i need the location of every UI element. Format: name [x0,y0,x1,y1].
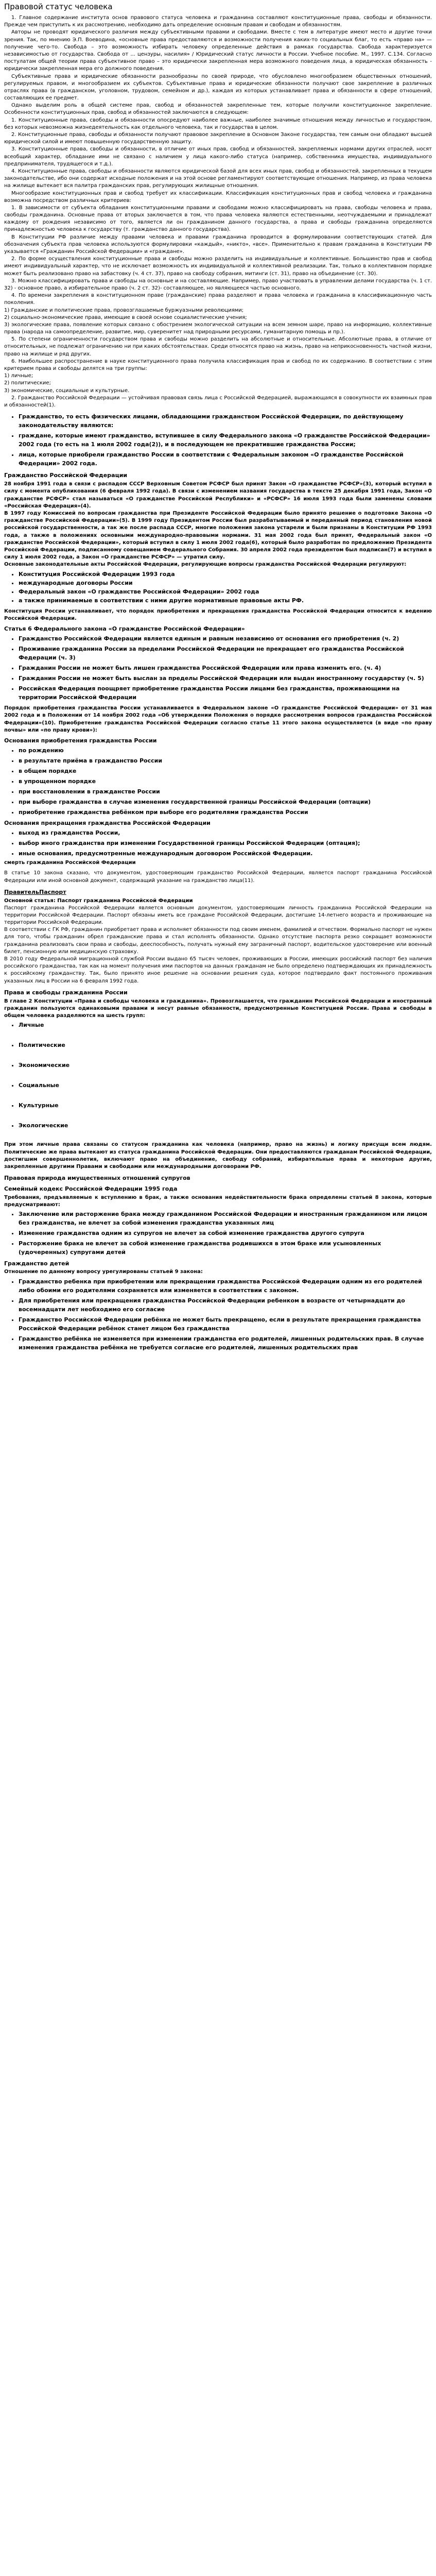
acquisition-subtitle: Основания приобретения гражданства России [4,737,157,744]
list-item: • приобретение гражданства ребёнком при выборе его родителями гражданства России [19,808,432,817]
intro-section [4,14,432,409]
intro-paragraph: Авторы не проводят юридического различия между субъективными правами и свободами. Вместе с тем в литературе имеют место и другие точки зрения. Так, по мнению Э.П. Воеводина, «основные права предоставляются и возможности получения каких-то социальных благ, то есть «право на» — получение чего-то. Свобода – это возможность избирать человеку определенные действия в рамках государства. Свобода характеризуется независимостью от государства. Свобода от ... цензуры, насилия» / Юридический статус личности в России. Учебное пособие. М., 1997. С.134. Согласно постулатам общей теории права субъективное право – это юридически закрепленная мера возможного поведения лица, а юридическая обязанность - юридически закрепленная мера его должного поведения. [4,29,432,72]
acquisition-intro: Порядок приобретения гражданства России устанавливается в Федеральном законе «О гражданстве Российской Федерации» от 31 мая 2002 года и в Положении от 14 ноября 2002 года «Об утверждении Положения о порядке рассмотрения вопросов гражданства Российской Федерации»(10). Приобретение гражданства Российской Федерации согласно статье 11 этого закона осуществляется (в виде «по праву почвы» или «по праву крови»): [4,705,432,733]
list-item: • Социальные [19,1081,432,1090]
rights-footer: При этом личные права связаны со статусом гражданина как человека (например, право на жизнь) и логику присущи всем людям. Политические же права вытекают из статуса гражданина Российской Федерации. Они предоставляются гражданам Российской Федерации, достигшим совершеннолетия, включают право на объединение, свободу собраний, избирательные права и некоторые другие, закрепленные другими Правами и свободами или международными договорами РФ. [4,1142,432,1170]
list-item: • международные договоры России [19,579,432,587]
intro-paragraph: Субъективные права и юридические обязанности разнообразны по своей природе, что обусловлено многообразием общественных отношений, регулируемых правом, и многообразием их субъектов. Субъективные права и юридические обязанности получают свое закрепление в различных отраслях права (в гражданском, уголовном, трудовом, семейном и др.), каждая из которых устанавливает права и обязанности в сфере отношений, составляющих ее предмет. [4,73,432,101]
termination-tail: смерть гражданина Российской Федерации [4,860,136,866]
page-title: Правовой статус человека [4,2,113,11]
children-subtitle: Гражданство детей [4,1260,69,1267]
intro-paragraph: 4. По времени закрепления в конституционном праве (гражданские) права разделяют и права человека и гражданина в классификационную часть поколения. [4,293,432,306]
intro-paragraph: 2. По форме осуществления конституционные права и свободы можно разделить на индивидуальные и коллективные. Большинство прав и свобод имеют индивидуальный характер, что не исключает возможность их индивидуальной и коллективной реализации. Так, только в коллективном порядке может быть реализовано право на забастовку (ч. 4 ст. 37), право на свободу собрания, митинги (ст. 31), право на объединение (ст. 30). [4,256,432,277]
children-paragraph: Отношение по данному вопросу урегулированы статьей 9 закона: [4,1269,203,1275]
list-item: • выход из гражданства России, [19,828,432,837]
list-item: • а также принимаемые в соответствии с ними другие нормативные правовые акты РФ. [19,596,432,605]
list-item: • Гражданство ребёнка не изменяется при изменении гражданства его родителей, лишенных родительских прав. В случае изменения гражданства ребёнка не требуется согласие его родителей, лишенных родительских прав [19,1334,432,1352]
rights-heading: Права и свободы гражданина России [4,989,128,996]
family-paragraph: Требования, предъявляемые к вступлению в брак, а также основания недействительности брака определены статьей 8 закона, которые предусматривают: [4,1194,432,1208]
list-item: • Гражданство ребенка при приобретении или прекращении гражданства Российской Федерации одним из его родителей либо обоими его родителями сохраняется или изменяется в соответствии с законом. [19,1277,432,1295]
intro-paragraph: 2. Конституционные права, свободы и обязанности получают правовое закрепление в Основном Законе государства, тем самым они обладают высшей юридической силой и имеют повышенную государственную защиту. [4,132,432,145]
documents-paragraph: В соответствии с ГК РФ, гражданин приобретает права и исполняет обязанности под своим именем, фамилией и отчеством. Формально паспорт не нужен для того, чтобы гражданин обрел гражданские права и стал исполнять обязанности. Однако отсутствие паспорта резко сокращает возможности гражданина реализовать свои права и свободы, дееспособность, получать нужный ему заграничный паспорт, водительское удостоверение или военный билет, пенсионную или медицинскую страховку. [4,927,432,955]
list-item: • Политические [19,1041,432,1049]
list-item: • Гражданство Российской Федерации является единым и равным независимо от основания его приобретения (ч. 2) [19,634,432,643]
intro-paragraph: 3) экологические права, появление которых связано с обострением экологической ситуации на всем земном шаре, право на информацию, коллективные права (народа на самоопределение, развитие, мир, суверенитет над природными ресурсами, гуманитарную помощь и пр.). [4,321,432,335]
list-item: • Федеральный закон «О гражданстве Российской Федерации» 2002 года [19,587,432,596]
list-item: • граждане, которые имеют гражданство, вступившее в силу Федерального закона «О гражданстве Российской Федерации» 2002 года (то есть на 1 июля 2002 года(2)), и в последующем не прекратившие гражданства России; [19,431,432,449]
list-item: • Личные [19,1021,432,1029]
intro-paragraph: 1. Конституционные права, свободы и обязанности опосредуют наиболее важные, наиболее значимые отношения между личностью и государством, без которых невозможна жизнедеятельность как отдельного человека, так и государства в целом. [4,117,432,130]
intro-paragraph: 6. Наибольшее распространение в науке конституционного права получила классификация прав и свобод по их содержанию. В соответствии с этим критерием права и свободы делятся на три группы: [4,358,432,371]
documents-heading: ПравительПаспорт [4,888,66,895]
intro-paragraph: Однако выделим роль в общей системе прав, свобод и обязанностей закрепленные тем, которые получили конституционное закрепление. Особенности конституционных прав, свобод и обязанностей заключаются в следующем: [4,103,432,116]
family-heading: Правовая природа имущественных отношений супругов [4,1175,190,1182]
history-paragraph: В 1997 году Комиссией по вопросам гражданства при Президенте Российской Федерации было принято решение о подготовке Закона «О гражданстве Российской Федерации»(5). В 1999 году Президентом России был разрабатываемый и переданный период становления новой российской государственности, а так же после распада СССР, многие положения закона устарели и были признаны в Конституции РФ 1993 года, а также в положениях основными международно-правовыми нормами. 31 мая 2002 года был принят, Федеральный закон «О гражданстве Российской Федерации», который вступил в силу 1 июля 2002 года(6), который было разработан по предложению Президента Российской Федерации, подписанному совещанием Федерального Собрания. 30 апреля 2002 года президентом был подписан(7) и вступил в силу 1 июля 2002 года, а Закон «О гражданстве РСФСР» — утратил силу. [4,511,432,561]
list-item: • при восстановлении в гражданстве России [19,787,432,796]
acquisition-section [4,705,432,867]
history-paragraph: Основные законодательные акты Российской Федерации, регулирующие вопросы гражданства Российской Федерации регулируют: [4,562,407,568]
intro-paragraph: В Конституции РФ различие между правами человека и правами гражданина проводится в формулировании соответствующих статей. Для обозначения субъекта прав человека используются формулировки «каждый», «никто», «все». Применительно к правам гражданина в Конституции РФ указывается «Гражданин Российской Федерации» и «граждане». [4,234,432,255]
documents-paragraph: В статье 10 закона сказано, что документом, удостоверяющим гражданство Российской Федерации, является паспорт гражданина Российской Федерации или иной основной документ, содержащий указание на гражданство лица(11). [4,870,432,884]
intro-paragraph: 3) экономические, социальные и культурные. [4,387,130,394]
list-item: • по рождению [19,746,432,755]
intro-paragraph: 2) политические; [4,380,51,386]
list-item: • Расторжение брака не влечет за собой изменение гражданства родившихся в этом браке или усыновленных (удочеренных) супругами детей [19,1239,432,1257]
list-item: • Конституция Российской Федерации 1993 года [19,570,432,579]
history-section [4,472,432,604]
rights-paragraph: В главе 2 Конституции «Права и свободы человека и гражданина». Провозглашается, что гражданин Российской Федерации и иностранный гражданин пользуются одинаковыми правами и несут равные обязанности, предусмотренные Конституцией России. Права и свободы в общем человека разделяются на шесть групп: [4,998,432,1019]
principles-subtitle: Статья 6 Федерального закона «О гражданстве Российской Федерации» [4,625,245,633]
list-item: • при выборе гражданства в случае изменения государственной границы Российской Федерации (оптации) [19,798,432,806]
principles-section [4,608,432,702]
list-item: • в общем порядке [19,767,432,775]
list-item: • Заключение или расторжение брака между гражданином Российской Федерации и иностранным гражданином или лицом без гражданства, не влечет за собой изменения гражданства указанных лиц [19,1210,432,1227]
list-item: • лица, которые приобрели гражданство России в соответствии с Федеральным законом «О гражданстве Российской Федерации» 2002 года. [19,450,432,468]
list-item: • Для приобретения или прекращения гражданства Российской Федерации ребенком в возрасте от четырнадцати до восемнадцати лет необходимо его согласие [19,1296,432,1314]
section-heading: Гражданство Российской Федерации [4,472,128,479]
termination-subtitle: Основания прекращения гражданства Российской Федерации [4,820,211,827]
list-item: • иные основания, предусмотренные международным договором Российской Федерации. [19,849,432,858]
rights-section [4,989,432,1171]
documents-paragraph: Паспорт гражданина Российской Федерации является основным документом, удостоверяющим личность гражданина Российской Федерации на территории Российской Федерации. Паспорт обязаны иметь все граждане Российской Федерации, достигшие 14-летнего возраста и проживающие на территории Российской Федерации. [4,905,432,926]
intro-paragraph: 2) социально-экономические права, имеющие в своей основе социалистические учения; [4,314,247,320]
intro-paragraph: 5. По степени ограниченности государством права и свободы можно разделить на абсолютные и относительные. Абсолютные права, в отличие от относительных, не подлежат ограничению ни при каких обстоятельствах. Среди относятся право на жизнь, право на неприкосновенность частной жизни, право на жилище и ряд других. [4,336,432,357]
intro-paragraph: 3. Можно классифицировать права и свободы на основные и на составляющие. Например, право участвовать в управлении делами государства (ч. 1 ст. 32) - основное право, а избирательное право (ч. 2 ст. 32)- составляющее, но являющееся частью основного. [4,278,432,291]
list-item: • выбор иного гражданства при изменении Государственной границы Российской Федерации (оптация); [19,839,432,848]
list-item: • в упрощенном порядке [19,777,432,786]
list-item: • Культурные [19,1101,432,1110]
list-item: • Гражданство, то есть физических лицами, обладающими гражданством Российской Федерации, по действующему законодательству являются: [19,412,432,430]
list-item: • Экологические [19,1121,432,1130]
list-item: • Проживание гражданина России за пределами Российской Федерации не прекращает его гражданства Российской Федерации (ч. 3) [19,645,432,662]
principles-intro: Конституция России устанавливает, что порядок приобретения и прекращения гражданства Российской Федерации относится к ведению Российской Федерации. [4,608,432,621]
list-item: • Гражданин России не может быть лишен гражданства Российской Федерации или права изменить его. (ч. 4) [19,664,432,672]
list-item: • в результате приёма в гражданство России [19,756,432,765]
documents-subheading: Основной статья: Паспорт гражданина Российской Федерации [4,897,193,904]
list-item: • Гражданин России не может быть выслан за пределы Российской Федерации или выдан иностранному государству (ч. 5) [19,674,432,683]
intro-paragraph: 1) Гражданские и политические права, провозглашаемые буржуазными революциями; [4,307,244,313]
history-paragraph: 28 ноября 1991 года в связи с распадом СССР Верховным Советом РСФСР был принят Закон «О гражданстве РСФСР»(3), который вступил в силу с момента опубликования (6 февраля 1992 года). В связи с изменением названия государства в тексте 25 декабря 1991 года, Закон «О гражданстве РСФСР» стал называться «О гражданстве Российской Республики» и «РСФСР» 16 июля 1993 года были заменены словами «Российская Федерация»(4). [4,481,432,509]
list-item: • Экономические [19,1061,432,1070]
family-subtitle: Семейный кодекс Российской Федерации 1995 года [4,1185,178,1193]
intro-paragraph: 2. Гражданство Российской Федерации — устойчивая правовая связь лица с Российской Федерацией, выражающаяся в совокупности их взаимных прав и обязанностей(1). [4,395,432,408]
intro-paragraph: Многообразие конституционных прав и свобод требует их классификации. Классификация конституционных прав и свобод человека и гражданина возможна посредством различных критериев: [4,190,432,204]
list-item: • Российская Федерация поощряет приобретение гражданства России лицами без гражданства, проживающими на территории Российской Федерации [19,684,432,702]
intro-paragraph: 1) личные; [4,373,33,379]
family-section [4,1175,432,1352]
intro-paragraph: 1. В зависимости от субъекта обладания конституционными правами и свободами можно классифицировать на права, свободы человека и права, свободы гражданина. Основные права от вторых заключается в том, что права человека являются естественными, неотчуждаемыми и принадлежат каждому от рождения независимо от того, является ли он гражданином данного государства, а права и свободы гражданина определяются принадлежностью человека к государству (т. гражданство данного государства). [4,205,432,233]
list-item: • Изменение гражданства одним из супругов не влечет за собой изменение гражданства другого супруга [19,1229,432,1238]
intro-paragraph: 3. Конституционные права, свободы и обязанности, в отличие от иных прав, свобод и обязанностей, закрепляемых нормами других отраслей, носят всеобщий характер, обладание ими не связано с наличием у лица какого-либо статуса (например, собственника имущества, индивидуального предпринимателя, трудящегося и т.д.). [4,146,432,167]
citizens-section [4,412,432,468]
intro-paragraph: 4. Конституционные права, свободы и обязанности являются юридической базой для всех иных прав, свобод и обязанностей, закрепленных в текущем законодательстве, ибо они содержат исходные положения и на этой основе регламентируют соответствующие отношения. Например, из права человека на жилище вытекает вся палитра гражданских прав, регулирующих жилищные отношения. [4,168,432,189]
intro-paragraph: 1. Главное содержание института основ правового статуса человека и гражданина составляют конституционные права, свободы и обязанности. Прежде чем приступить к их рассмотрению, необходимо дать определение основным правам и свободам и обязанностям. [4,15,432,28]
documents-paragraph: В 2010 году Федеральной миграционной службой России выдано 65 тысяч человек, проживающих в России, имеющих российский паспорт без наличия российского гражданства, так как на момент получения ими паспортов на данных гражданам не было определено подтверждающих их принадлежность к российскому гражданству. Так, было принято иное решение на основании решения суда, которое подтвердило факт постоянного проживания указанных лиц в России на 6 февраля 1992 года. [4,956,432,984]
list-item: • Гражданство Российской Федерации ребёнка не может быть прекращено, если в результате прекращения гражданства Российской Федерации ребёнок станет лицом без гражданства [19,1315,432,1333]
documents-section [4,870,432,985]
